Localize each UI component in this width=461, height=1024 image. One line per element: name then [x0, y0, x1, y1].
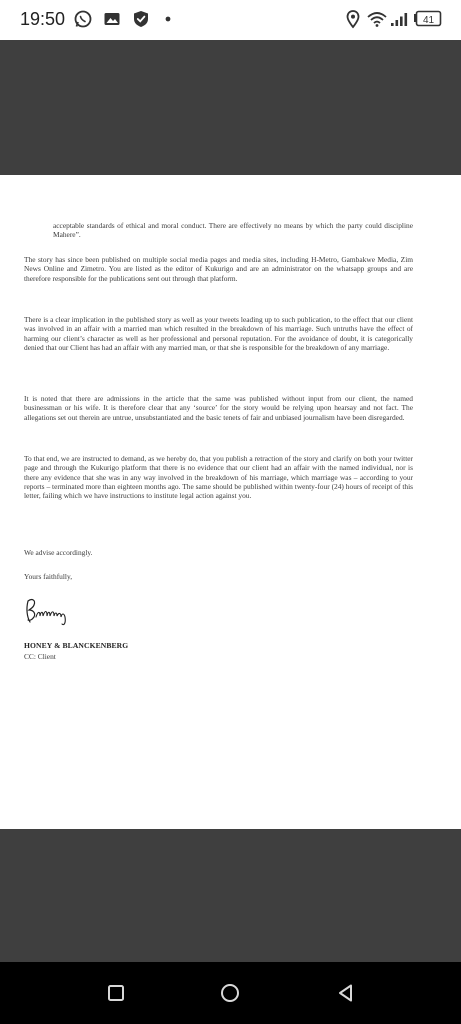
location-icon [343, 9, 363, 29]
signal-icon [389, 9, 409, 29]
letter-paragraph-intro: acceptable standards of ethical and moral conduct. There are effectively no means by which the party could discipline Mahere”. [53, 221, 413, 240]
firm-name: HONEY & BLANCKENBERG [24, 641, 129, 650]
recent-apps-button[interactable] [104, 981, 128, 1005]
whatsapp-icon [73, 9, 93, 29]
letter-closing: Yours faithfully, [24, 572, 73, 581]
letter-paragraph-demand: To that end, we are instructed to demand, as we hereby do, that you publish a retraction of the story and clarify on both your twitter page and through the Kukurigo platform that there is no evidence that our client had an affair with the named individual, nor is there any evidence that she was in any way involved in the breakdown of his marriage, which marriage was – according to your reports – terminated more than eighteen months ago. The same should be published within twenty-four (24) hours of receipt of this letter, failing which we have instructions to institute legal action against you. [24, 454, 413, 501]
letter-paragraph-publications: The story has since been published on multiple social media pages and media sites, including H-Metro, Gambakwe Media, Zim News Online and Zimetro. You are listed as the editor of Kukurigo and are an administrator on the whatsapp groups and are therefore responsible for the publications sent out through that platform. [24, 255, 413, 283]
viewer-bottom-background [0, 829, 461, 962]
viewer-top-background [0, 40, 461, 175]
gallery-icon [102, 9, 122, 29]
battery-level-text: 41 [422, 14, 435, 26]
letter-document[interactable] [0, 175, 461, 829]
home-button[interactable] [218, 981, 242, 1005]
navigation-bar [0, 962, 461, 1024]
cc-line: CC: Client [24, 652, 56, 661]
status-bar [0, 0, 461, 40]
letter-paragraph-admissions: It is noted that there are admissions in the article that the same was published without input from our client, the named businessman or his wife. It is therefore clear that any ‘source’ for the story would be relying upon hearsay and not fact. The allegations set out therein are untrue, unsubstantiated and the basic tenets of fair and unbiased journalism have been disregarded. [24, 394, 413, 422]
battery-icon [414, 9, 442, 29]
notification-dot-icon [158, 9, 178, 29]
status-time: 19:50 [20, 9, 66, 29]
wifi-icon [366, 9, 388, 29]
back-button[interactable] [334, 981, 358, 1005]
letter-paragraph-implication: There is a clear implication in the published story as well as your tweets leading up to such publication, to the effect that our client was involved in an affair with a married man which resulted in the breakdown of his marriage. Such untruths have the effect of harming our client’s character as well as her professional and personal reputation. For the avoidance of doubt, it is categorically denied that our Client has had an affair with any married man, or that she is responsible for the breakdown of any marriage. [24, 315, 413, 352]
shield-icon [131, 9, 151, 29]
letter-paragraph-advise: We advise accordingly. [24, 548, 93, 557]
handwritten-signature [22, 593, 82, 627]
